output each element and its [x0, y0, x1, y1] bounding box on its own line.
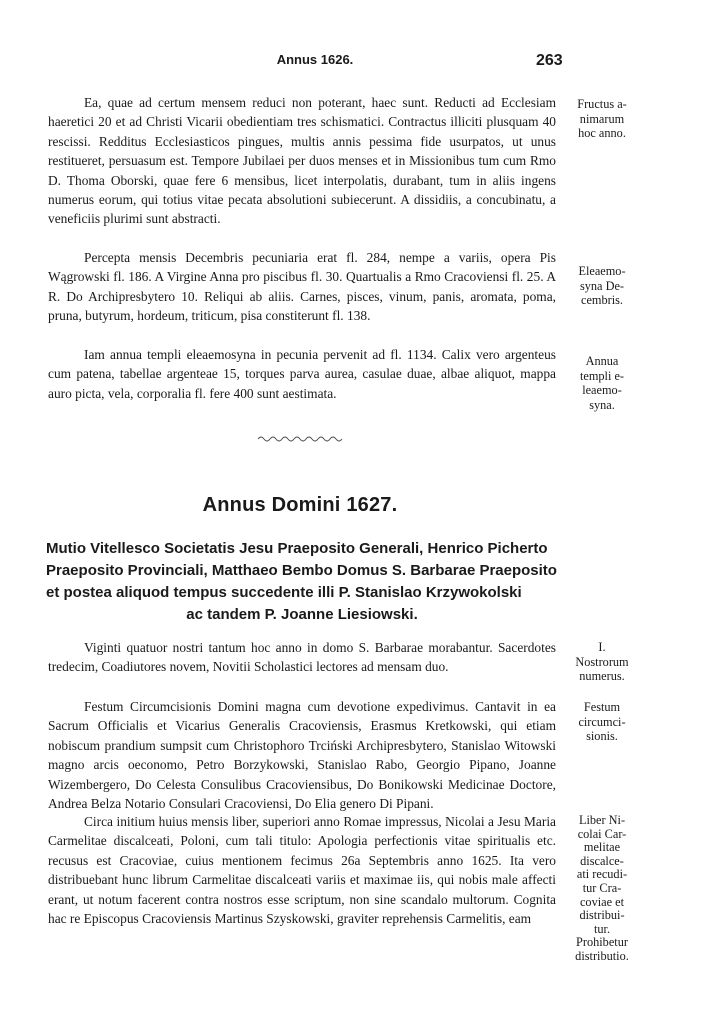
margin-note-liber: Liber Ni- colai Car- melitae discalce- ati recudi- tur Cra- coviae et distribui- tur. Prohibetur distributio.	[575, 813, 629, 963]
body-paragraph: Viginti quatuor nostri tantum hoc anno in domo S. Barbarae morabantur. Sacerdotes tredecim, Coadiutores novem, Novitii Scholastici lectores ad mensam duo.	[48, 640, 556, 675]
body-paragraph: Percepta mensis Decembris pecuniaria erat fl. 284, nempe a variis, opera Pis Wągrowski fl. 186. A Virgine Anna pro piscibus fl. 30. Quartualis a Rmo Cracoviensi fl. 25. A R. Do Archipresbytero 10. Reliqui ab aliis. Carnes, pisces, vinum, panis, aromata, poma, pruna, butyrum, hordeum, triticum, pisa constiterunt fl. 138.	[48, 250, 556, 324]
paragraph-liber-nicolai	[48, 812, 556, 928]
paragraph-eleaemosyna-decembris	[48, 248, 556, 326]
section-title: Annus Domini 1627.	[202, 494, 398, 516]
margin-note-eleaemosyna: Eleaemo- syna De- cembris.	[578, 264, 626, 307]
body-paragraph: Circa initium huius mensis liber, superiori anno Romae impressus, Nicolai a Jesu Maria Carmelitae discalceati, Poloni, cum tali titulo: Apologia perfectionis vitae spiritualis etc. recusus est Cracoviae, cuius mentionem fecimus 26a Septembris anno 1625. Ita vero distribuebant hunc librum Carmelitae discalceati variis et maximae iis, qui nobis male affecti erant, ut notum facerent contra nostros esse scriptum, non sine scandalo multorum. Cognita hac re Episcopus Cracoviensis Martinus Szyskowski, graviter reprehensis Carmelitis, eam	[48, 814, 556, 927]
margin-note-fructus: Fructus a- nimarum hoc anno.	[577, 97, 627, 140]
running-title: Annus 1626.	[276, 52, 354, 67]
subtitle-line: Praeposito Provinciali, Matthaeo Bembo Domus S. Barbarae Praeposito	[46, 562, 557, 579]
body-paragraph: Festum Circumcisionis Domini magna cum devotione expedivimus. Cantavit in ea Sacrum Officialis et Vicarius Generalis Cracoviensis, Erasmus Kretkowski, qui etiam nobiscum prandium sumpsit cum Christophoro Trciński Archipresbytero, Stanislao Witowski magno arcis oeconomo, Petro Borzykowski, Stanislao Rabo, Georgio Pipano, Joanne Wizembergero, Do Celesta Consulibus Cracoviensibus, Do Bonikowski Medicinae Doctore, Andrea Belza Notario Consulari Cracoviensi, Do Elia genero Di Pipani.	[48, 699, 556, 812]
subtitle-line: ac tandem P. Joanne Liesiowski.	[186, 606, 418, 623]
section-subtitle	[46, 538, 558, 626]
paragraph-festum-circumcisionis	[48, 697, 556, 813]
margin-note-nostrorum: I. Nostrorum numerus.	[575, 640, 629, 683]
body-paragraph: Iam annua templi eleaemosyna in pecunia pervenit ad fl. 1134. Calix vero argenteus cum patena, tabellae argenteae 15, torques parva aurea, casulae duae, albae aliquot, mappa auro picta, vela, corporalia fl. fere 400 sunt aestimata.	[48, 347, 556, 401]
subtitle-line: Mutio Vitellesco Societatis Jesu Praeposito Generali, Henrico Picherto	[46, 540, 548, 557]
margin-note-festum: Festum circumci- sionis.	[578, 700, 626, 743]
wavy-divider-ornament	[256, 432, 346, 446]
page-number: 263	[536, 52, 563, 69]
margin-note-annua: Annua templi e- leaemo- syna.	[579, 354, 625, 412]
body-paragraph: Ea, quae ad certum mensem reduci non poterant, haec sunt. Reducti ad Ecclesiam haeretici 20 et ad Christi Vicarii obedientiam tres schismatici. Contractus illiciti plusquam 40 rescissi. Redditus Ecclesiasticos pingues, multis annis pessima fide usurpatos, ut unus restitueret, persuasum est. Tempore Jubilaei per duos menses et in Missionibus tum cum Rmo D. Thoma Oborski, quae fere 6 mensibus, licet interpolatis, durabant, tum in aliis ingens numerus eorum, qui totius vitae pecata absolutioni subiecerunt. A dissidiis, a concubinatu, a veneficiis plurimi sunt abstracti.	[48, 95, 556, 227]
running-head	[0, 52, 720, 72]
subtitle-line: et postea aliquod tempus succedente illi P. Stanislao Krzywokolski	[46, 584, 522, 601]
paragraph-nostrorum-numerus	[48, 638, 556, 677]
paragraph-annua-eleaemosyna	[48, 345, 556, 403]
paragraph-fructus	[48, 93, 556, 229]
